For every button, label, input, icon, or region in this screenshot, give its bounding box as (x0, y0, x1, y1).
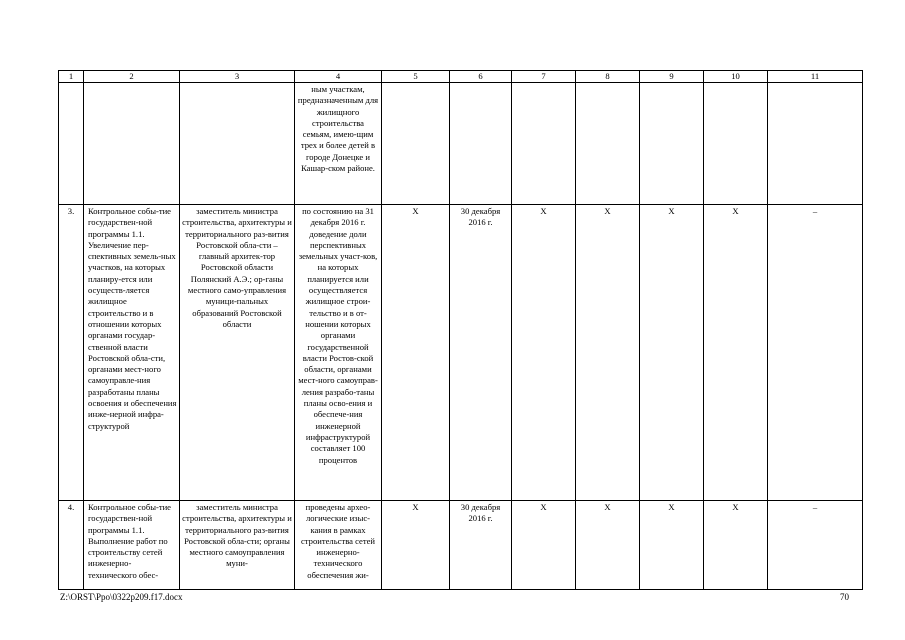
table-cell: ным участкам, предназначенным для жилищного строительства семьям, имею-щим трех и более детей в городе Донецке и Кашар-ском районе. (295, 83, 382, 205)
header-row (59, 71, 863, 83)
header-cell: 6 (450, 71, 512, 83)
table-cell: Х (512, 205, 576, 501)
table-cell: Х (640, 501, 704, 590)
table-cell: Х (576, 501, 640, 590)
header-cell: 7 (512, 71, 576, 83)
table-cell: проведены архео-логические изыс-кания в рамках строительства сетей инженерно-технического обеспечения жи- (295, 501, 382, 590)
table-cell (84, 83, 180, 205)
header-cell: 5 (382, 71, 450, 83)
table-cell: 30 декабря 2016 г. (450, 205, 512, 501)
table-cell (512, 83, 576, 205)
table-cell: Контрольное собы-тие государствен-ной программы 1.1. Выполнение работ по строительству сетей инженерно-технического обес- (84, 501, 180, 590)
header-cell: 1 (59, 71, 84, 83)
header-cell: 3 (180, 71, 295, 83)
row-number: 3. (59, 205, 84, 501)
table-cell: Х (382, 501, 450, 590)
table-cell (640, 83, 704, 205)
table-row (59, 205, 863, 501)
table-cell: Х (704, 501, 768, 590)
table-cell: Контрольное собы-тие государствен-ной программы 1.1. Увеличение пер-спективных земель-ных участков, на которых планиру-ется или осуществ-ляется жилищное строительство и в отношении которых органами государ-ственной власти Ростовской обла-сти, органами мест-ного самоуправле-ния разработаны планы освоения и обеспечения инже-нерной инфра-структурой (84, 205, 180, 501)
table-cell: Х (576, 205, 640, 501)
table-cell (704, 83, 768, 205)
table-cell: – (768, 205, 863, 501)
page-number: 70 (840, 592, 849, 602)
table-row (59, 501, 863, 590)
table-cell (382, 83, 450, 205)
table-cell: 30 декабря 2016 г. (450, 501, 512, 590)
table-cell (768, 83, 863, 205)
table-cell: – (768, 501, 863, 590)
table-cell (450, 83, 512, 205)
table-row (59, 83, 863, 205)
table-cell: заместитель министра строительства, архитектуры и территориального раз-вития Ростовской обла-сти; органы местного самоуправления муни- (180, 501, 295, 590)
table-cell: Х (704, 205, 768, 501)
header-cell: 11 (768, 71, 863, 83)
document-table (58, 70, 863, 590)
header-cell: 8 (576, 71, 640, 83)
table-cell (59, 83, 84, 205)
header-cell: 9 (640, 71, 704, 83)
table-cell: по состоянию на 31 декабря 2016 г. доведение доли перспективных земельных участ-ков, на которых планируется или осуществляется жилищное строи-тельство и в от-ношении которых органами государственной власти Ростов-ской области, органами мест-ного самоуправ-ления разрабо-таны планы осво-ения и обеспече-ния инженерной инфраструктурой составляет 100 процентов (295, 205, 382, 501)
header-cell: 4 (295, 71, 382, 83)
file-path-footer: Z:\ORST\Ppo\0322p209.f17.docx (60, 592, 183, 602)
table-cell (576, 83, 640, 205)
table-cell: Х (382, 205, 450, 501)
row-number: 4. (59, 501, 84, 590)
table-cell: Х (640, 205, 704, 501)
table-cell (180, 83, 295, 205)
header-cell: 10 (704, 71, 768, 83)
header-cell: 2 (84, 71, 180, 83)
table-cell: Х (512, 501, 576, 590)
table-cell: заместитель министра строительства, архитектуры и территориального раз-вития Ростовской обла-сти – главный архитек-тор Ростовской области Полянский А.Э.; ор-ганы местного само-управления муници-пальных образований Ростовской области (180, 205, 295, 501)
